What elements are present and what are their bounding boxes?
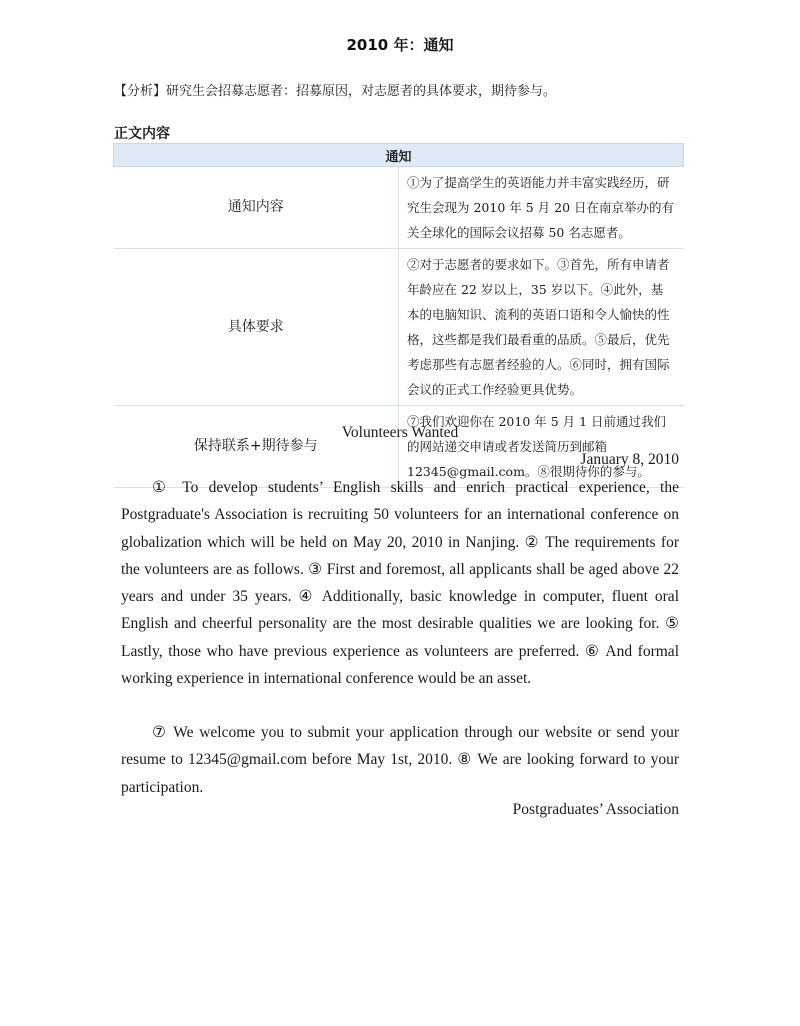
row-label-requirements: 具体要求 xyxy=(114,249,399,406)
letter-title: Volunteers Wanted xyxy=(341,424,459,441)
table-row xyxy=(114,167,684,249)
row-content-notice-content: ①为了提高学生的英语能力并丰富实践经历，研究生会现为 2010 年 5 月 20 日在南京举办的有关全球化的国际会议招募 50 名志愿者。 xyxy=(399,167,684,249)
letter-paragraph-1: ① To develop students’ English skills and enrich practical experience, the Postgraduate's Association is recruiting 50 volunteers for an international conference on globalization which will be held on May 20, 2010 in Nanjing. ② The requirements for the volunteers are as follows. ③ First and foremost, all applicants shall be aged above 22 years and under 35 years. ④ Additionally, basic knowledge in computer, fluent oral English and cheerful personality are the most desirable qualities we are looking for. ⑤ Lastly, those who have previous experience as volunteers are preferred. ⑥ And formal working experience in international conference would be an asset. xyxy=(121,479,679,688)
row-content-requirements: ②对于志愿者的要求如下。③首先，所有申请者年龄应在 22 岁以上，35 岁以下。④此外，基本的电脑知识、流利的英语口语和令人愉快的性格，这些都是我们最看重的品质。⑤最后，优先考虑那些有志愿者经验的人。⑥同时，拥有国际会议的正式工作经验更具优势。 xyxy=(399,249,684,406)
letter-signature: Postgraduates’ Association xyxy=(512,801,679,818)
letter-paragraph-2: ⑦ We welcome you to submit your application through our website or send your resume to 12345@gmail.com before May 1st, 2010. ⑧ We are looking forward to your participation. xyxy=(121,724,679,796)
page-title: 2010 年：通知 xyxy=(346,36,454,54)
notice-table-header: 通知 xyxy=(114,144,684,167)
row-label-notice-content: 通知内容 xyxy=(114,167,399,249)
section-label: 正文内容 xyxy=(114,126,170,142)
row-content-contact: ⑦我们欢迎你在 2010 年 5 月 1 日前通过我们的网站递交申请或者发送简历到邮箱 12345@gmail.com。⑧很期待你的参与。 xyxy=(399,406,684,488)
table-row xyxy=(114,249,684,406)
analysis-text: 【分析】研究生会招募志愿者：招募原因，对志愿者的具体要求，期待参与。 xyxy=(114,84,557,99)
letter-date: January 8, 2010 xyxy=(580,451,679,468)
row-label-contact: 保持联系+期待参与 xyxy=(114,406,399,488)
